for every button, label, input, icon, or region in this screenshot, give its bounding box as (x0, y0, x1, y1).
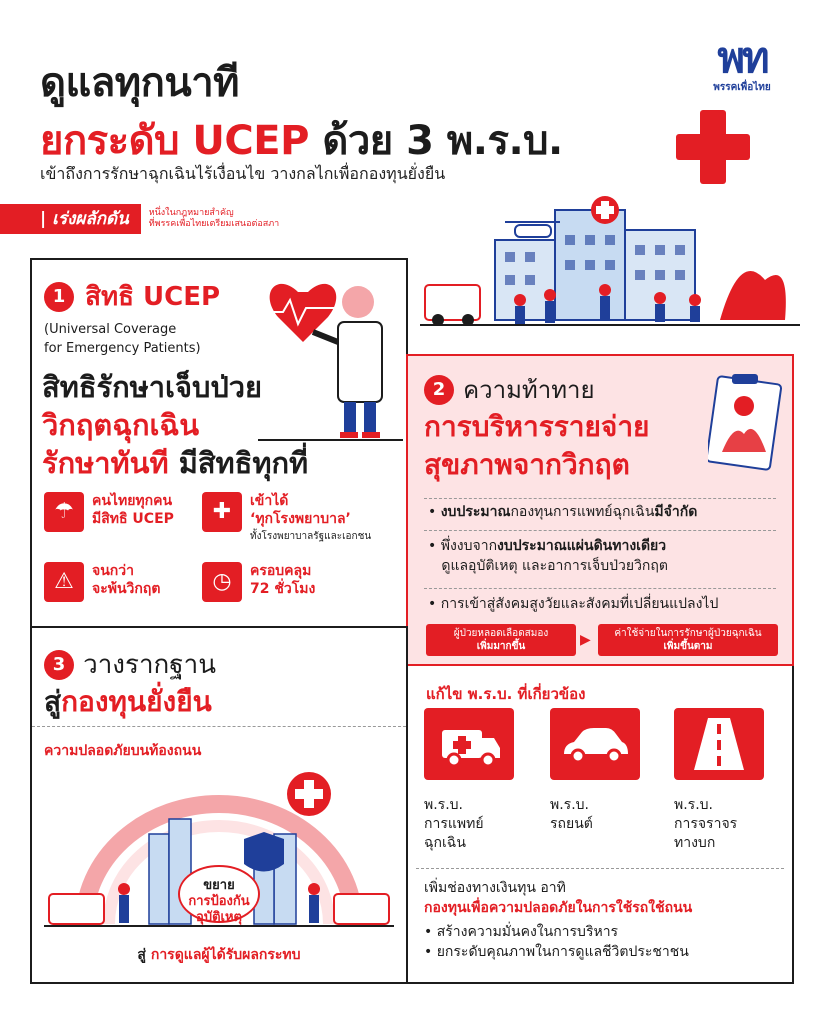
medical-cross-icon (676, 110, 750, 184)
feature-until-safe (44, 562, 160, 602)
road-icon (674, 708, 764, 780)
section1-number: 1 (44, 282, 74, 312)
funding-bullet-1: สร้างความมั่นคงในการบริหาร (436, 924, 619, 940)
pill1-line1: ผู้ป่วยหลอดเลือดสมอง (453, 628, 549, 639)
feature3-line2: จะพ้นวิกฤต (92, 581, 161, 597)
pill2-line2: เพิ่มขึ้นตาม (663, 641, 713, 652)
section2-title (424, 408, 649, 484)
section-sustainable-fund (30, 626, 408, 984)
act3-line2: การจราจร (674, 816, 738, 832)
banner-tag: | เร่งผลักดัน (0, 204, 141, 234)
act-vehicle (550, 796, 593, 834)
center-line3: อุบัติเหตุ (196, 910, 242, 925)
section3-title-red: กองทุนยั่งยืน (61, 685, 212, 718)
subtitle: เข้าถึงการรักษาฉุกเฉินไร้เงื่อนไข วางกลไกเพื่อกองทุนยั่งยืน (40, 164, 446, 183)
feature-everyone (44, 492, 174, 532)
doctor-heart-illustration (258, 272, 403, 442)
section3-title-black: สู่ (44, 685, 62, 718)
title-ucep: ยกระดับ UCEP (40, 118, 309, 164)
center-line1: ขยาย (203, 878, 235, 893)
act3-line1: พ.ร.บ. (674, 797, 713, 813)
funding-bullet-2: ยกระดับคุณภาพในการดูแลชีวิตประชาชน (436, 944, 689, 960)
clipboard-chart-illustration (708, 372, 784, 472)
feature1-line1: คนไทยทุกคน (92, 493, 173, 509)
feature-any-hospital (202, 492, 371, 546)
emergency-cost-pill (598, 624, 778, 656)
caption-red: การดูแลผู้ได้รับผลกระทบ (150, 947, 301, 963)
bullet1-bold: งบประมาณ (440, 504, 511, 520)
title-three-acts: ด้วย 3 พ.ร.บ. (322, 118, 563, 164)
acts-heading: แก้ไข พ.ร.บ. ที่เกี่ยวข้อง (426, 685, 586, 703)
section2-number: 2 (424, 375, 454, 405)
challenge-bullet-2: • พึ่งงบจากงบประมาณแผ่นดินทางเดียว ดูแลอุบัติเหตุ และอาการเจ็บป่วยวิกฤต (428, 538, 668, 574)
stroke-patients-pill (426, 624, 576, 656)
funding-block: เพิ่มช่องทางเงินทุน อาทิ กองทุนเพื่อความปลอดภัยในการใช้รถใช้ถนน • สร้างความมั่นคงในการบริหาร • ยกระดับคุณภาพในการดูแลชีวิตประชาชน (424, 880, 693, 960)
section3-heading (44, 644, 216, 685)
feature4-line1: ครอบคลุม (250, 563, 312, 579)
act1-line1: พ.ร.บ. (424, 797, 463, 813)
pill2-line1: ค่าใช้จ่ายในการรักษาผู้ป่วยฉุกเฉิน (614, 628, 762, 639)
funding-line1: เพิ่มช่องทางเงินทุน อาทิ (424, 880, 566, 896)
act3-line3: ทางบก (674, 835, 716, 851)
section1-english (44, 320, 201, 358)
banner-note-line2: ที่พรรคเพื่อไทยเตรียมเสนอต่อสภา (148, 219, 280, 229)
section2-title-line1: ความท้าทาย (463, 376, 595, 404)
arrow-right-icon: ▶ (580, 632, 591, 648)
challenge-bullet-1: • งบประมาณกองทุนการแพทย์ฉุกเฉินมีจำกัด (428, 504, 698, 520)
act2-line1: พ.ร.บ. (550, 797, 589, 813)
hospital-illustration (420, 190, 800, 340)
section-challenge (406, 354, 794, 666)
banner (0, 200, 380, 238)
center-callout (182, 878, 256, 926)
act2-line2: รถยนต์ (550, 816, 593, 832)
hospital-icon: ✚ (202, 492, 242, 532)
road-safety-label: ความปลอดภัยบนท้องถนน (44, 743, 202, 759)
feature2-line2: ‘ทุกโรงพยาบาล’ (250, 511, 351, 527)
clock-icon: ◷ (202, 562, 242, 602)
act-land-traffic (674, 796, 737, 853)
pill1-line2: เพิ่มมากขึ้น (476, 641, 526, 652)
section1-heading (44, 276, 220, 317)
banner-note-line1: หนึ่งในกฎหมายสำคัญ (148, 208, 234, 218)
center-line2: การป้องกัน (188, 894, 250, 909)
party-logo (705, 33, 779, 95)
car-icon (550, 708, 640, 780)
section3-number: 3 (44, 650, 74, 680)
section-ucep-rights (30, 258, 408, 626)
section1-en-line1: (Universal Coverage (44, 322, 177, 337)
bullet1-bold2: มีจำกัด (654, 504, 698, 520)
section2-title-line2: การบริหารรายจ่าย (424, 410, 650, 443)
section3-title-line2 (44, 680, 212, 724)
section2-heading (424, 370, 595, 409)
headline-line1: สิทธิรักษาเจ็บป่วย (42, 370, 263, 404)
headline-line2: วิกฤตฉุกเฉิน (42, 408, 200, 442)
logo-name: พรรคเพื่อไทย (713, 82, 771, 93)
feature2-sub: ทั้งโรงพยาบาลรัฐและเอกชน (250, 531, 372, 542)
headline-line3-black: มีสิทธิทุกที่ (178, 446, 309, 480)
bullet2-bold2: งบประมาณแผ่นดินทางเดียว (497, 538, 667, 554)
banner-note (149, 208, 280, 230)
feature-72-hours (202, 562, 315, 602)
section1-title: สิทธิ UCEP (85, 282, 221, 312)
warning-icon: ⚠ (44, 562, 84, 602)
caption-black: สู่ (137, 947, 146, 963)
affected-care-caption (32, 944, 406, 966)
bullet2-text: พึ่งงบจาก (440, 538, 498, 554)
feature4-line2: 72 ชั่วโมง (250, 581, 316, 597)
related-acts-section (408, 666, 794, 984)
act1-line3: ฉุกเฉิน (424, 835, 466, 851)
challenge-bullet-3: • การเข้าสู่สังคมสูงวัยและสังคมที่เปลี่ยนแปลงไป (428, 596, 719, 612)
ambulance-icon (424, 708, 514, 780)
section1-en-line2: for Emergency Patients) (44, 341, 201, 356)
bullet2-text2: ดูแลอุบัติเหตุ และอาการเจ็บป่วยวิกฤต (441, 558, 668, 574)
act-emergency-medical (424, 796, 484, 853)
feature1-line2: มีสิทธิ UCEP (92, 511, 174, 527)
people-umbrella-icon: ☂ (44, 492, 84, 532)
bullet3-text: การเข้าสู่สังคมสูงวัยและสังคมที่เปลี่ยนแปลงไป (440, 596, 719, 612)
feature3-line1: จนกว่า (92, 563, 134, 579)
title-line-1: ดูแลทุกนาที (40, 60, 240, 106)
headline-line3-red: รักษาทันที (42, 446, 169, 480)
act1-line2: การแพทย์ (424, 816, 484, 832)
bullet1-text: กองทุนการแพทย์ฉุกเฉิน (510, 504, 655, 520)
feature2-line1: เข้าได้ (250, 493, 289, 509)
section2-title-line3: สุขภาพจากวิกฤต (424, 448, 630, 481)
section3-title-line1: วางรากฐาน (83, 650, 217, 680)
funding-line2: กองทุนเพื่อความปลอดภัยในการใช้รถใช้ถนน (424, 900, 693, 916)
logo-mark: พท (717, 33, 767, 82)
